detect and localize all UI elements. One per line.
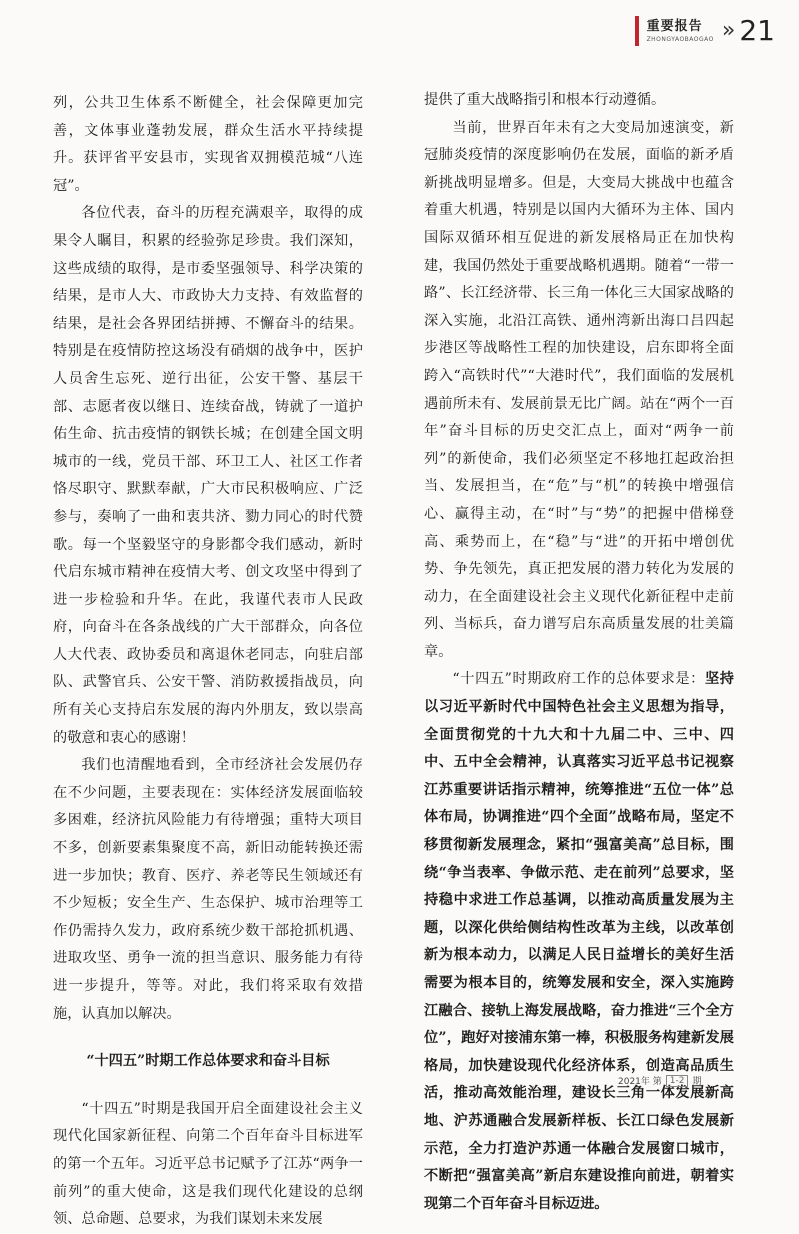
header-accent-bar [635,16,639,46]
paragraph: 我们也清醒地看到，全市经济社会发展仍存在不少问题，主要表现在：实体经济发展面临较多困难，经济抗风险能力有待增强；重特大项目不多，创新要素集聚度不高，新旧动能转换还需进一步加快；教育、医疗、养老等民生领域还有不少短板；安全生产、生态保护、城市治理等工作仍需持久发力，政府系统少数干部抢抓机遇、进取攻坚、勇争一流的担当意识、服务能力有待进一步提升，等等。对此，我们将采取有效措施，认真加以解决。 [53,757,363,1022]
footer-year: 2021年 第 [618,1077,662,1087]
section-title: 重要报告 [646,18,703,34]
left-column [53,90,363,1234]
paragraph: 各位代表，奋斗的历程充满艰辛，取得的成果令人瞩目，积累的经验弥足珍贵。我们深知，这些成绩的取得，是市委坚强领导、科学决策的结果，是市人大、市政协大力支持、有效监督的结果，是社会各界团结拼搏、不懈奋斗的结果。特别是在疫情防控这场没有硝烟的战争中，医护人员舍生忘死、逆行出征，公安干警、基层干部、志愿者夜以继日、连续奋战，铸就了一道护佑生命、抗击疫情的钢铁长城；在创建全国文明城市的一线，党员干部、环卫工人、社区工作者恪尽职守、默默奉献，广大市民积极响应、广泛参与，奏响了一曲和衷共济、勠力同心的时代赞歌。每一个坚毅坚守的身影都令我们感动，新时代启东城市精神在疫情大考、创文攻坚中得到了进一步检验和升华。在此，我谨代表市人民政府，向奋斗在各条战线的广大干部群众，向各位人大代表、政协委员和离退休老同志，向驻启部队、武警官兵、公安干警、消防救援指战员，向所有关心支持启东发展的海内外朋友，致以崇高的敬意和衷心的感谢！ [53,205,363,746]
paragraph-lead: “十四五”时期政府工作的总体要求是： [452,671,705,688]
section-heading: “十四五”时期工作总体要求和奋斗目标 [86,1053,330,1070]
section-subtitle: ZHONGYAOBAOGAO [646,35,714,43]
page-footer [618,1074,701,1087]
paragraph-bold: 坚持以习近平新时代中国特色社会主义思想为指导，全面贯彻党的十九大和十九届二中、三中、四中、五中全会精神，认真落实习近平总书记视察江苏重要讲话指示精神，统筹推进“五位一体”总体布局，协调推进“四个全面”战略布局，坚定不移贯彻新发展理念，紧扣“强富美高”总目标，围绕“争当表率、争做示范、走在前列”总要求，坚持稳中求进工作总基调，以推动高质量发展为主题，以深化供给侧结构性改革为主线，以改革创新为根本动力，以满足人民日益增长的美好生活需要为根本目的，统筹发展和安全，深入实施跨江融合、接轨上海发展战略，奋力推进“三个全方位”，跑好对接浦东第一棒，积极服务构建新发展格局，加快建设现代化经济体系，创造高品质生活，推动高效能治理，建设长三角一体发展新高地、沪苏通融合发展新样板、长江口绿色发展新示范，全力打造沪苏通一体融合发展窗口城市，不断把“强富美高”新启东建设推向前进，朝着实现第二个百年奋斗目标迈进。 [424,671,734,1212]
footer-period: 期 [692,1077,702,1087]
paragraph: “十四五”时期是我国开启全面建设社会主义现代化国家新征程、向第二个百年奋斗目标进军的第一个五年。习近平总书记赋予了江苏“两争一前列”的重大使命，这是我们现代化建设的总纲领、总命题、总要求，为我们谋划未来发展 [53,1100,363,1228]
paragraph [424,666,734,1218]
paragraph: 提供了重大战略指引和根本行动遵循。 [424,92,666,108]
page-number: 21 [739,14,775,47]
paragraph: 列，公共卫生体系不断健全，社会保障更加完善，文体事业蓬勃发展，群众生活水平持续提升。获评省平安县市，实现省双拥模范城“八连冠”。 [53,95,363,194]
footer-issue: 1-2 [666,1075,689,1087]
page-header [635,14,775,48]
right-column [424,87,734,1218]
paragraph: 当前，世界百年未有之大变局加速演变，新冠肺炎疫情的深度影响仍在发展，面临的新矛盾新挑战明显增多。但是，大变局大挑战中也蕴含着重大机遇，特别是以国内大循环为主体、国内国际双循环相互促进的新发展格局正在加快构建，我国仍然处于重要战略机遇期。随着“一带一路”、长江经济带、长三角一体化三大国家战略的深入实施，北沿江高铁、通州湾新出海口吕四起步港区等战略性工程的加快建设，启东即将全面跨入“高铁时代”“大港时代”，我们面临的发展机遇前所未有、发展前景无比广阔。站在“两个一百年”奋斗目标的历史交汇点上，面对“两争一前列”的新使命，我们必须坚定不移地扛起政治担当、发展担当，在“危”与“机”的转换中增强信心、赢得主动，在“时”与“势”的把握中借梯登高、乘势而上，在“稳”与“进”的开拓中增创优势、争先领先，真正把发展的潜力转化为发展的动力，在全面建设社会主义现代化新征程中走前列、当标兵，奋力谱写启东高质量发展的壮美篇章。 [424,119,734,660]
double-chevron-icon: » [721,18,736,43]
header-titles [647,20,714,43]
